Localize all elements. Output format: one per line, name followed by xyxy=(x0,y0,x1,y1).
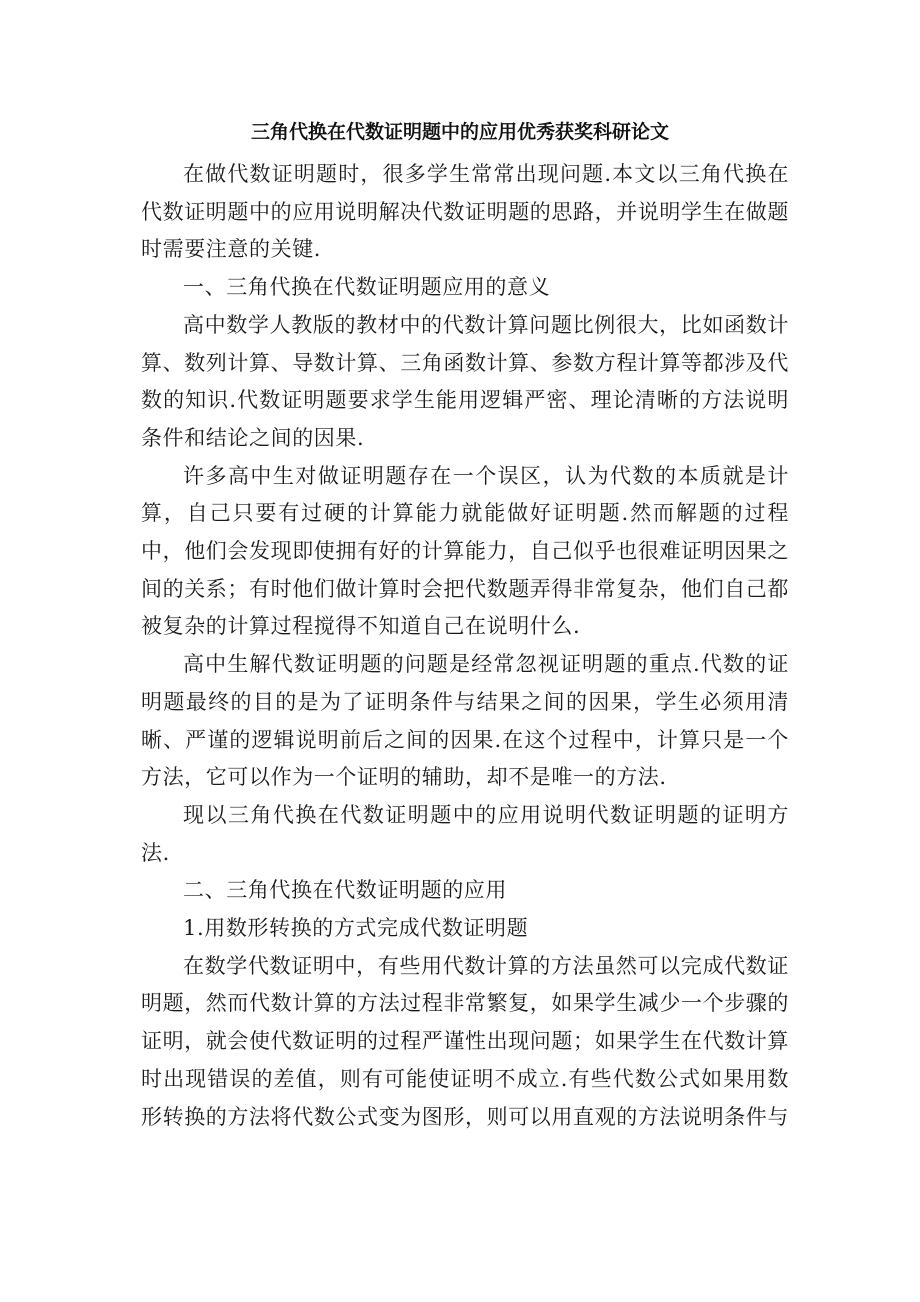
section-heading-1: 一、三角代换在代数证明题应用的意义 xyxy=(183,275,551,300)
paragraph-misconception: 许多高中生对做证明题存在一个误区，认为代数的本质就是计算，自己只要有过硬的计算能力就能做好证明题.然而解题的过程中，他们会发现即使拥有好的计算能力，自己似乎也很难证明因果之间的关系；有时他们做计算时会把代数题弄得非常复杂，他们自己都被复杂的计算过程搅得不知道自己在说明什么. xyxy=(141,463,789,639)
document-title: 三角代换在代数证明题中的应用优秀获奖科研论文 xyxy=(250,121,669,143)
paragraph-problem: 高中生解代数证明题的问题是经常忽视证明题的重点.代数的证明题最终的目的是为了证明条件与结果之间的因果，学生必须用清晰、严谨的逻辑说明前后之间的因果.在这个过程中，计算只是一个方法，它可以作为一个证明的辅助，却不是唯一的方法. xyxy=(141,652,789,790)
paragraph-intro: 在做代数证明题时，很多学生常常出现问题.本文以三角代换在代数证明题中的应用说明解决代数证明题的思路，并说明学生在做题时需要注意的关键. xyxy=(141,162,789,262)
section-heading-2: 二、三角代换在代数证明题的应用 xyxy=(183,878,507,903)
document-body xyxy=(141,156,789,1136)
paragraph-textbook: 高中数学人教版的教材中的代数计算问题比例很大，比如函数计算、数列计算、导数计算、三角函数计算、参数方程计算等都涉及代数的知识.代数证明题要求学生能用逻辑严密、理论清晰的方法说明条件和结论之间的因果. xyxy=(141,312,789,450)
paragraph-shape-conversion: 在数学代数证明中，有些用代数计算的方法虽然可以完成代数证明题，然而代数计算的方法过程非常繁复，如果学生减少一个步骤的证明，就会使代数证明的过程严谨性出现问题；如果学生在代数计算时出现错误的差值，则有可能使证明不成立.有些代数公式如果用数形转换的方法将代数公式变为图形，则可以用直观的方法说明条件与 xyxy=(141,953,789,1129)
paragraph-method: 现以三角代换在代数证明题中的应用说明代数证明题的证明方法. xyxy=(141,802,789,865)
subsection-heading-1: 1.用数形转换的方式完成代数证明题 xyxy=(183,916,529,941)
